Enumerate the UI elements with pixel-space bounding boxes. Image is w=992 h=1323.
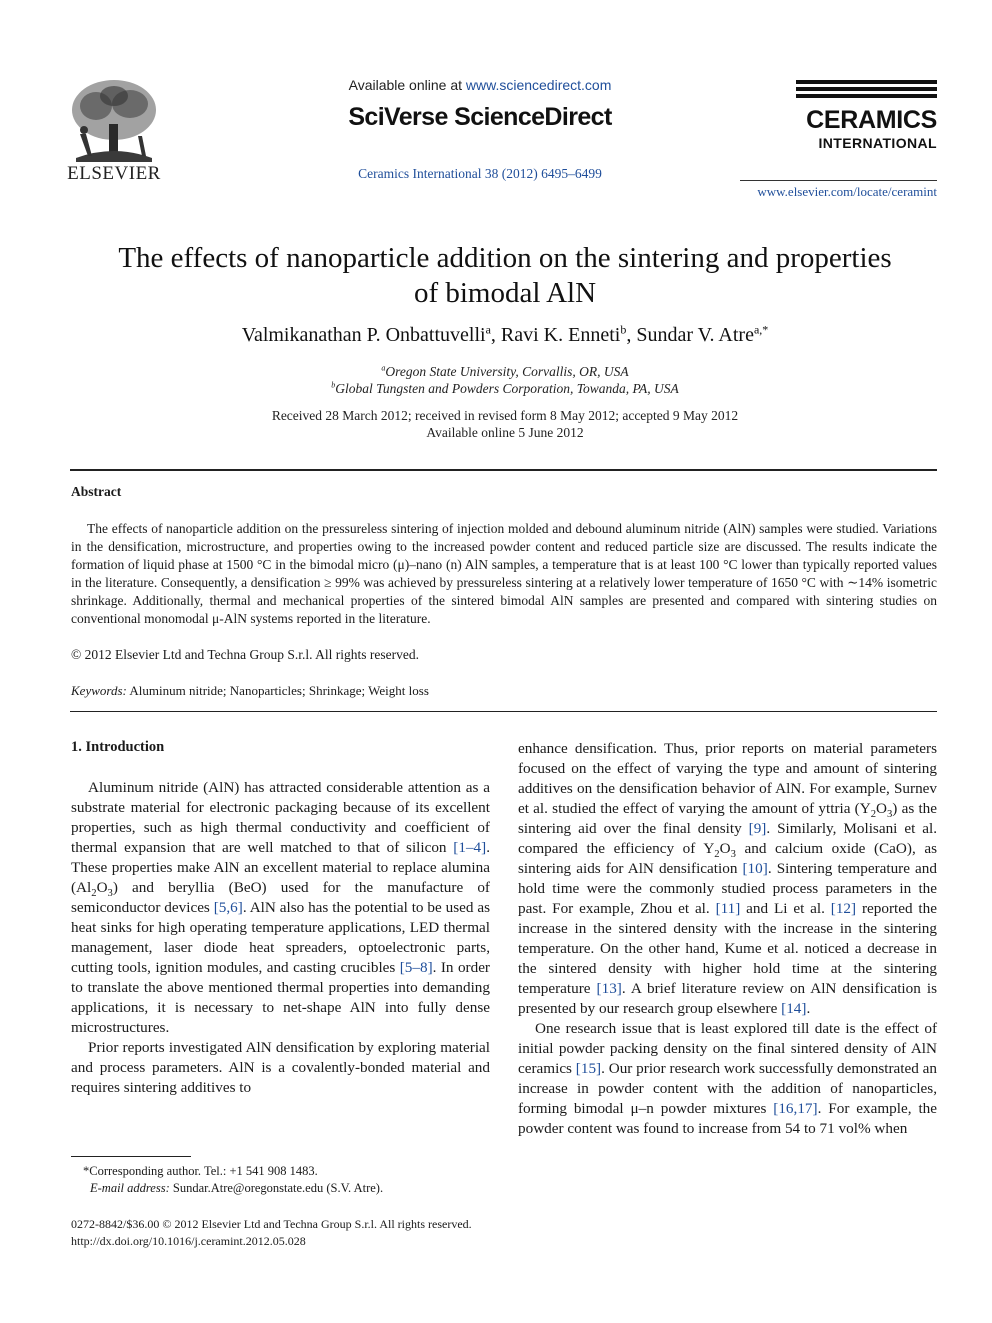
- available-online-line: [330, 77, 630, 93]
- title-line: The effects of nanoparticle addition on the sintering and properties: [118, 242, 892, 274]
- affiliation-mark: a: [381, 363, 386, 373]
- body-text: . For example, the powder content was found to increase from 54 to 71 vol% when: [518, 1100, 937, 1137]
- body-text: . In order to translate the above mentioned thermal properties into demanding applications, it is necessary to net-shape AlN into fully dense microstructures.: [71, 959, 490, 1036]
- right-column: [518, 739, 937, 1139]
- body-text: . AlN also has the potential to be used as heat sinks for high operating temperature applications, LED thermal management, laser diode heat spreaders, optoelectronic parts, cutting tools, ignition modules, and casting crucibles: [71, 899, 490, 976]
- body-text: O: [96, 879, 108, 896]
- body-paragraph: Prior reports investigated AlN densification by exploring material and process parameters. AlN is a covalently-bonded material and requires sintering additives to: [71, 1039, 490, 1096]
- journal-logo-ceramics: CERAMICS: [806, 106, 937, 134]
- affiliations: [80, 363, 930, 397]
- citation-link[interactable]: [16,17]: [773, 1100, 818, 1117]
- abstract-body: [71, 520, 937, 628]
- journal-logo-international: INTERNATIONAL: [818, 135, 937, 151]
- citation-link[interactable]: [9]: [748, 820, 767, 837]
- received-dates: Received 28 March 2012; received in revised form 8 May 2012; accepted 9 May 2012: [271, 408, 739, 423]
- issn-copyright: 0272-8842/$36.00 © 2012 Elsevier Ltd and Techna Group S.r.l. All rights reserved.: [71, 1217, 472, 1231]
- citation-link[interactable]: [10]: [742, 860, 768, 877]
- citation-link[interactable]: [5–8]: [399, 959, 433, 976]
- footnote: [71, 1163, 491, 1197]
- keywords-label: Keywords:: [71, 683, 127, 698]
- body-text: . Our prior research work successfully demonstrated an increase in powder content with the addition of nanoparticles, forming bimodal μ–n powder mixtures: [518, 1060, 937, 1117]
- citation-link[interactable]: [14]: [781, 1000, 807, 1017]
- body-paragraph: [71, 778, 490, 1038]
- abstract-copyright: © 2012 Elsevier Ltd and Techna Group S.r.l. All rights reserved.: [71, 647, 419, 662]
- subscript: 2: [91, 888, 97, 900]
- elsevier-wordmark: ELSEVIER: [67, 163, 161, 184]
- body-text: ) as the sintering aid over the final density: [518, 800, 937, 837]
- affiliation-text: Global Tungsten and Powders Corporation, Towanda, PA, USA: [335, 381, 679, 396]
- author-name[interactable]: Sundar V. Atre: [636, 324, 754, 346]
- available-online-date: Available online 5 June 2012: [426, 425, 584, 440]
- available-online-label: Available online at: [348, 77, 466, 93]
- affiliation-text: Oregon State University, Corvallis, OR, USA: [385, 364, 629, 379]
- abstract-heading: Abstract: [71, 484, 122, 499]
- left-column: [71, 778, 490, 1098]
- affiliation: [80, 380, 930, 397]
- author-list: Valmikanathan P. Onbattuvelli$^a$, Ravi K. Enneti$^b$, Sundar V. Atre$^{a,*}$: [241, 322, 769, 346]
- body-text: . These properties make AlN an excellent material to replace alumina (Al: [71, 839, 490, 896]
- subscript: 3: [107, 888, 113, 900]
- body-text: ) and beryllia (BeO) used for the manufacture of semiconductor devices: [71, 879, 490, 916]
- journal-citation-link[interactable]: Ceramics International 38 (2012) 6495–6499: [358, 166, 602, 181]
- abstract-text: ≥ 99% was achieved by pressureless sintering at a relatively lower temperature of 1650 °C with ∼14% isometric shrinkage. Additionally, thermal and mechanical properties of the sintered bimodal AlN samples are presented and compared with sintering studies on conventional monomodal μ-AlN systems reported in the literature.: [71, 575, 937, 626]
- citation-link[interactable]: [11]: [715, 900, 741, 917]
- keywords: [71, 683, 429, 699]
- subscript: 3: [886, 809, 893, 821]
- body-paragraph: [518, 739, 937, 1019]
- title-line: of bimodal AlN: [413, 277, 597, 309]
- body-text: . Similarly, Molisani et al. compared the efficiency of Y: [518, 820, 938, 857]
- journal-logo-bar: [796, 94, 937, 98]
- body-text: . Sintering temperature and hold time were the commonly studied process parameters in the past. For example, Zhou et al.: [518, 860, 937, 917]
- sciencedirect-link[interactable]: www.sciencedirect.com: [465, 77, 612, 93]
- body-text: and Li et al.: [740, 900, 831, 917]
- sciverse-sciencedirect-logo: SciVerse ScienceDirect: [348, 103, 612, 131]
- email-label: E-mail address:: [90, 1181, 170, 1195]
- subscript: 3: [730, 849, 736, 861]
- body-paragraph: [518, 1019, 937, 1139]
- journal-homepage-link[interactable]: www.elsevier.com/locate/ceramint: [757, 184, 937, 199]
- corresponding-author: *Corresponding author. Tel.: +1 541 908 1483.: [83, 1164, 318, 1178]
- author-name[interactable]: Valmikanathan P. Onbattuvelli: [241, 324, 486, 346]
- citation-link[interactable]: [15]: [575, 1060, 602, 1077]
- affiliation-mark: b: [331, 380, 336, 390]
- body-text: and calcium oxide (CaO), as sintering aids for AlN densification: [518, 840, 937, 877]
- citation-link[interactable]: [13]: [596, 980, 622, 997]
- journal-logo-bar: [796, 80, 937, 84]
- author-affil-mark: b: [620, 322, 627, 337]
- body-text: . A brief literature review on AlN densification is presented by our research group elsewhere: [518, 980, 937, 1017]
- article-title: [80, 241, 930, 311]
- keywords-list: Aluminum nitride; Nanoparticles; Shrinkage; Weight loss: [129, 683, 429, 698]
- body-text: Aluminum nitride (AlN) has attracted considerable attention as a substrate material for electronic packaging because of its excellent properties, such as high thermal conductivity and coefficient of thermal expansion that are well matched to that of silicon: [71, 779, 490, 856]
- affiliation: [80, 363, 930, 380]
- body-text: reported the increase in the sintered density with the increase in the sintering temperature. On the other hand, Kume et al. noticed a decrease in the sintered density with higher hold time at the sintering temperature: [518, 900, 937, 997]
- abstract-text: The effects of nanoparticle addition on the pressureless sintering of injection molded and debound aluminum nitride (AlN) samples were studied. Variations in the densification, microstructure, and properties owing to the increased powder content and reduced particle size are discussed. The results indicate the formation of liquid phase at 1500 °C in the bimodal micro (μ)–nano (n) AlN samples, a temperature that is at least 100 °C lower than typically reported values in the literature. Consequently, a densification: [71, 521, 937, 590]
- author-affil-mark: a: [485, 322, 491, 337]
- doi-link[interactable]: http://dx.doi.org/10.1016/j.ceramint.2012.05.028: [71, 1234, 306, 1248]
- section-heading-introduction: 1. Introduction: [71, 739, 165, 755]
- email-line: [71, 1180, 491, 1197]
- citation-link[interactable]: [12]: [830, 900, 857, 917]
- citation-link[interactable]: [5,6]: [213, 899, 243, 916]
- author-affil-mark: a,*: [753, 322, 769, 337]
- body-text: One research issue that is least explored till date is the effect of initial powder packing density on the final sintered density of AlN ceramics: [518, 1020, 937, 1077]
- article-dates: [80, 407, 930, 441]
- author-name[interactable]: Ravi K. Enneti: [500, 324, 621, 346]
- body-text: .: [806, 1000, 811, 1017]
- abstract-top-rule: [70, 469, 937, 471]
- citation-link[interactable]: [1–4]: [453, 839, 487, 856]
- journal-url-rule: [740, 180, 937, 181]
- body-text: enhance densification. Thus, prior reports on material parameters focused on the effect of varying the type and amount of sintering additives on the densification behavior of AlN. For example, Surnev et al. studied the effect of varying the amount of yttria (Y: [518, 740, 937, 817]
- subscript: 2: [870, 809, 877, 821]
- journal-logo-bar: [796, 87, 937, 91]
- footnote-rule: [71, 1156, 191, 1157]
- body-text: O: [876, 800, 887, 817]
- body-text: O: [719, 840, 731, 857]
- abstract-bottom-rule: [70, 711, 937, 712]
- email-address[interactable]: Sundar.Atre@oregonstate.edu (S.V. Atre).: [172, 1181, 384, 1195]
- footer-info: [71, 1216, 671, 1250]
- abstract-paragraph: [71, 520, 937, 628]
- subscript: 2: [714, 849, 720, 861]
